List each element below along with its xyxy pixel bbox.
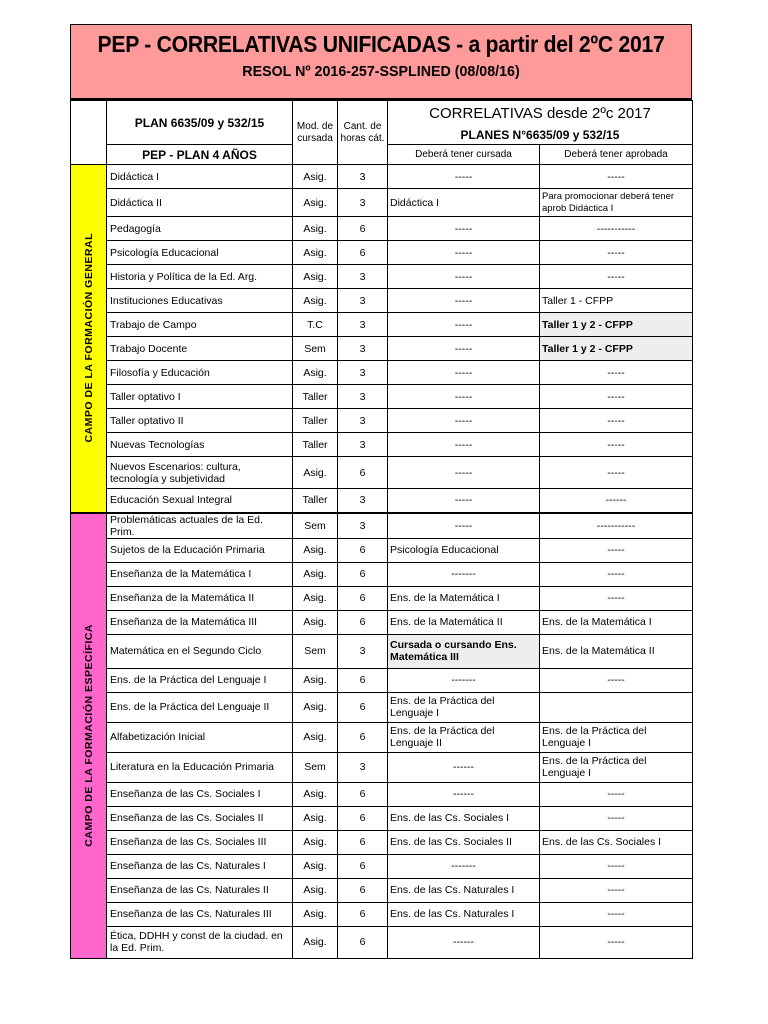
subject-cell: Enseñanza de las Cs. Naturales II (107, 878, 293, 902)
aprobada-cell: ----- (540, 265, 693, 289)
mod-cell: Taller (293, 489, 338, 513)
cursada-cell: ----- (388, 489, 540, 513)
mod-cell: Sem (293, 337, 338, 361)
cursada-cell: Didáctica I (388, 189, 540, 217)
subject-cell: Pedagogía (107, 217, 293, 241)
aprobada-header: Deberá tener aprobada (540, 145, 693, 165)
subject-cell: Ens. de la Práctica del Lenguaje II (107, 692, 293, 722)
cursada-cell: ------ (388, 782, 540, 806)
correlativas-header: CORRELATIVAS desde 2ºc 2017 (388, 101, 693, 127)
mod-cell: Asig. (293, 854, 338, 878)
subject-cell: Ética, DDHH y const de la ciudad. en la Ed. Prim. (107, 926, 293, 958)
subject-cell: Psicología Educacional (107, 241, 293, 265)
cursada-cell: ----- (388, 513, 540, 539)
hours-cell: 6 (338, 878, 388, 902)
table-row (71, 165, 693, 189)
cursada-cell: ----- (388, 337, 540, 361)
aprobada-cell: ----- (540, 165, 693, 189)
aprobada-cell: Ens. de la Matemática I (540, 610, 693, 634)
hours-cell: 3 (338, 513, 388, 539)
aprobada-cell (540, 692, 693, 722)
hours-cell: 6 (338, 722, 388, 752)
mod-cell: Taller (293, 409, 338, 433)
cursada-cell: Ens. de las Cs. Sociales II (388, 830, 540, 854)
table-row (71, 668, 693, 692)
table-row (71, 692, 693, 722)
cursada-cell: ----- (388, 217, 540, 241)
aprobada-cell: ----- (540, 538, 693, 562)
cursada-cell: ----- (388, 313, 540, 337)
aprobada-cell: ----------- (540, 513, 693, 539)
table-row (71, 189, 693, 217)
hours-cell: 3 (338, 361, 388, 385)
hours-cell: 6 (338, 806, 388, 830)
cursada-cell: ----- (388, 385, 540, 409)
aprobada-cell: ----- (540, 782, 693, 806)
aprobada-cell: ----- (540, 457, 693, 489)
mod-cell: Taller (293, 385, 338, 409)
cursada-cell: ------ (388, 752, 540, 782)
subject-cell: Historia y Política de la Ed. Arg. (107, 265, 293, 289)
cursada-cell: Ens. de la Práctica del Lenguaje I (388, 692, 540, 722)
cursada-cell: Ens. de las Cs. Naturales I (388, 902, 540, 926)
section-especifica (71, 513, 107, 959)
subject-cell: Didáctica I (107, 165, 293, 189)
mod-cell: Sem (293, 752, 338, 782)
cursada-cell: ------- (388, 854, 540, 878)
mod-cell: Asig. (293, 265, 338, 289)
mod-cell: Asig. (293, 361, 338, 385)
aprobada-cell: ----- (540, 806, 693, 830)
hours-cell: 3 (338, 165, 388, 189)
hours-cell: 6 (338, 562, 388, 586)
subject-cell: Enseñanza de la Matemática III (107, 610, 293, 634)
cursada-cell: ----- (388, 165, 540, 189)
correlativas-sheet (70, 24, 692, 959)
table-row (71, 489, 693, 513)
mod-cell: Asig. (293, 668, 338, 692)
page-title: PEP - CORRELATIVAS UNIFICADAS - a partir del 2ºC 2017 (97, 31, 665, 57)
subject-cell: Trabajo de Campo (107, 313, 293, 337)
table-row (71, 409, 693, 433)
mod-cell: Asig. (293, 165, 338, 189)
aprobada-cell: ----- (540, 878, 693, 902)
hours-cell: 6 (338, 538, 388, 562)
hours-cell: 3 (338, 189, 388, 217)
hours-cell: 6 (338, 902, 388, 926)
cursada-cell: Psicología Educacional (388, 538, 540, 562)
hours-cell: 3 (338, 752, 388, 782)
table-row (71, 610, 693, 634)
hours-cell: 6 (338, 457, 388, 489)
hours-cell: 3 (338, 385, 388, 409)
cursada-cell: ----- (388, 265, 540, 289)
table-row (71, 562, 693, 586)
cursada-cell: ------- (388, 668, 540, 692)
aprobada-cell: ----- (540, 562, 693, 586)
mod-cell: Taller (293, 433, 338, 457)
table-row (71, 538, 693, 562)
hours-cell: 6 (338, 217, 388, 241)
subject-cell: Trabajo Docente (107, 337, 293, 361)
aprobada-cell: ----- (540, 586, 693, 610)
table-row (71, 217, 693, 241)
cursada-cell: Ens. de la Práctica del Lenguaje II (388, 722, 540, 752)
table-row (71, 289, 693, 313)
aprobada-cell: Ens. de la Práctica del Lenguaje I (540, 722, 693, 752)
hours-cell: 3 (338, 265, 388, 289)
table-row (71, 361, 693, 385)
subject-cell: Filosofía y Educación (107, 361, 293, 385)
cursada-cell: ------ (388, 926, 540, 958)
aprobada-cell: ----- (540, 433, 693, 457)
aprobada-cell: Para promocionar deberá tener aprob Didáctica I (540, 189, 693, 217)
cursada-cell: ----- (388, 361, 540, 385)
subject-cell: Ens. de la Práctica del Lenguaje I (107, 668, 293, 692)
hours-cell: 3 (338, 634, 388, 668)
aprobada-cell: Ens. de la Matemática II (540, 634, 693, 668)
aprobada-cell: ----- (540, 902, 693, 926)
mod-cell: Asig. (293, 878, 338, 902)
subject-cell: Nuevas Tecnologías (107, 433, 293, 457)
table-row (71, 878, 693, 902)
aprobada-cell: ------ (540, 489, 693, 513)
hours-cell: 6 (338, 830, 388, 854)
subject-cell: Sujetos de la Educación Primaria (107, 538, 293, 562)
hours-cell: 6 (338, 926, 388, 958)
subject-cell: Enseñanza de la Matemática I (107, 562, 293, 586)
hours-cell: 6 (338, 241, 388, 265)
mod-cell: Asig. (293, 241, 338, 265)
hours-cell: 6 (338, 782, 388, 806)
aprobada-cell: ----- (540, 926, 693, 958)
table-row (71, 806, 693, 830)
mod-cell: Asig. (293, 538, 338, 562)
table-row (71, 241, 693, 265)
cursada-cell: Ens. de las Cs. Naturales I (388, 878, 540, 902)
subject-cell: Alfabetización Inicial (107, 722, 293, 752)
mod-cell: Asig. (293, 289, 338, 313)
subject-cell: Matemática en el Segundo Ciclo (107, 634, 293, 668)
hours-cell: 3 (338, 337, 388, 361)
table-row (71, 265, 693, 289)
mod-cell: Asig. (293, 610, 338, 634)
table-row (71, 337, 693, 361)
subject-cell: Taller optativo I (107, 385, 293, 409)
subject-cell: Didáctica II (107, 189, 293, 217)
hours-cell: 3 (338, 313, 388, 337)
subject-cell: Enseñanza de las Cs. Naturales III (107, 902, 293, 926)
mod-cell: Asig. (293, 782, 338, 806)
hours-cell: 6 (338, 854, 388, 878)
mod-cell: Asig. (293, 586, 338, 610)
table-row (71, 634, 693, 668)
aprobada-cell: Taller 1 - CFPP (540, 289, 693, 313)
section-general-label: CAMPO DE LA FORMACIÓN GENERAL (82, 233, 95, 444)
table-row (71, 313, 693, 337)
mod-cell: T.C (293, 313, 338, 337)
cursada-cell: ----- (388, 409, 540, 433)
mod-cell: Asig. (293, 217, 338, 241)
mod-cell: Asig. (293, 692, 338, 722)
subject-cell: Enseñanza de las Cs. Naturales I (107, 854, 293, 878)
mod-cell: Asig. (293, 722, 338, 752)
mod-cell: Asig. (293, 562, 338, 586)
table-row (71, 385, 693, 409)
hours-cell: 3 (338, 409, 388, 433)
subject-cell: Educación Sexual Integral (107, 489, 293, 513)
cursada-cell: ----- (388, 289, 540, 313)
mod-cell: Sem (293, 634, 338, 668)
aprobada-cell: Taller 1 y 2 - CFPP (540, 337, 693, 361)
cursada-cell: Ens. de la Matemática II (388, 610, 540, 634)
table-row (71, 433, 693, 457)
plan-header: PLAN 6635/09 y 532/15 (107, 101, 293, 145)
cursada-cell: ----- (388, 241, 540, 265)
aprobada-cell: ----- (540, 409, 693, 433)
hours-cell: 3 (338, 489, 388, 513)
subject-cell: Enseñanza de la Matemática II (107, 586, 293, 610)
cursada-cell: Ens. de las Cs. Sociales I (388, 806, 540, 830)
title-box (70, 24, 692, 100)
table-row (71, 752, 693, 782)
subject-cell: Taller optativo II (107, 409, 293, 433)
cursada-header: Deberá tener cursada (388, 145, 540, 165)
hours-cell: 6 (338, 586, 388, 610)
cursada-cell: ----- (388, 457, 540, 489)
table-row (71, 457, 693, 489)
cursada-cell: Cursada o cursando Ens. Matemática III (388, 634, 540, 668)
mod-cell: Asig. (293, 806, 338, 830)
section-especifica-label: CAMPO DE LA FORMACIÓN ESPECÍFICA (82, 624, 95, 847)
mod-cell: Asig. (293, 830, 338, 854)
hours-cell: 6 (338, 610, 388, 634)
aprobada-cell: ----- (540, 854, 693, 878)
mod-header: Mod. de cursada (293, 101, 338, 165)
mod-cell: Asig. (293, 189, 338, 217)
table-row (71, 830, 693, 854)
aprobada-cell: Ens. de las Cs. Sociales I (540, 830, 693, 854)
subject-cell: Enseñanza de las Cs. Sociales III (107, 830, 293, 854)
page-subtitle: RESOL Nº 2016-257-SSPLINED (08/08/16) (242, 63, 520, 80)
hours-cell: 6 (338, 668, 388, 692)
planes-header: PLANES N°6635/09 y 532/15 (388, 127, 693, 145)
table-row (71, 926, 693, 958)
mod-cell: Asig. (293, 926, 338, 958)
aprobada-cell: ----- (540, 241, 693, 265)
subject-cell: Instituciones Educativas (107, 289, 293, 313)
cursada-cell: ----- (388, 433, 540, 457)
cursada-cell: ------- (388, 562, 540, 586)
header-blank-cell (71, 101, 107, 165)
hours-cell: 3 (338, 433, 388, 457)
subject-cell: Literatura en la Educación Primaria (107, 752, 293, 782)
subject-cell: Nuevos Escenarios: cultura, tecnología y subjetividad (107, 457, 293, 489)
section-general (71, 165, 107, 513)
table-row (71, 586, 693, 610)
mod-cell: Asig. (293, 457, 338, 489)
aprobada-cell: ----------- (540, 217, 693, 241)
plan4-header: PEP - PLAN 4 AÑOS (107, 145, 293, 165)
subject-cell: Enseñanza de las Cs. Sociales II (107, 806, 293, 830)
table-row (71, 722, 693, 752)
table-row (71, 782, 693, 806)
aprobada-cell: ----- (540, 361, 693, 385)
table-row (71, 513, 693, 539)
table-row (71, 902, 693, 926)
aprobada-cell: Ens. de la Práctica del Lenguaje I (540, 752, 693, 782)
hours-cell: 3 (338, 289, 388, 313)
aprobada-cell: ----- (540, 385, 693, 409)
aprobada-cell: ----- (540, 668, 693, 692)
subject-cell: Problemáticas actuales de la Ed. Prim. (107, 513, 293, 539)
hours-cell: 6 (338, 692, 388, 722)
mod-cell: Asig. (293, 902, 338, 926)
cursada-cell: Ens. de la Matemática I (388, 586, 540, 610)
hours-header: Cant. de horas cát. (338, 101, 388, 165)
mod-cell: Sem (293, 513, 338, 539)
subject-cell: Enseñanza de las Cs. Sociales I (107, 782, 293, 806)
table-row (71, 854, 693, 878)
aprobada-cell: Taller 1 y 2 - CFPP (540, 313, 693, 337)
correlativas-table (70, 100, 693, 959)
